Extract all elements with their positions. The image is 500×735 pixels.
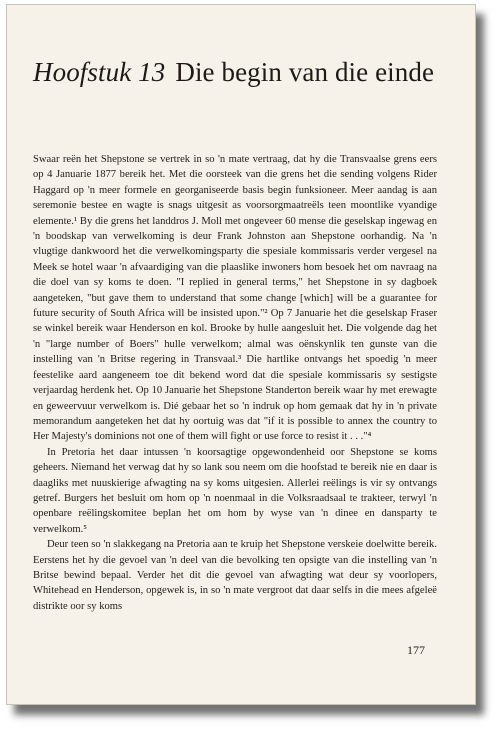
book-page bbox=[6, 4, 476, 705]
chapter-label: Hoofstuk 13 bbox=[33, 57, 166, 87]
page-number: 177 bbox=[407, 643, 425, 657]
paragraph: Deur teen so 'n slakkegang na Pretoria aan te kruip het Shepstone verskeie doelwitte bereik. Eerstens het hy die gevoel van 'n deel van die bevolking ten opsigte van die instelling van 'n Britse bewind bepaal. Verder het dit die gevoel van afwagting wat deur sy voorlopers, Whitehead en Henderson, opgewek is, in so 'n mate vergroot dat daar selfs in die mees afgeleë distrikte oor sy koms bbox=[33, 539, 437, 612]
chapter-heading bbox=[33, 57, 434, 88]
body-text bbox=[33, 152, 437, 614]
chapter-title: Die begin van die einde bbox=[175, 57, 435, 87]
paragraph: Swaar reën het Shepstone se vertrek in so 'n mate vertraag, dat hy die Transvaalse grens eers op 4 Januarie 1877 bereik het. Met die oorsteek van die grens het die sending volgens Rider Haggard op 'n meer formele en georganiseerde basis begin funksioneer. Meer aandag is aan seremonie bestee en wagte is snags uitgesit as voorsorgmaatreëls teen moontlike vyandige elemente.¹ By die grens het landdros J. Moll met ongeveer 60 mense die geselskap ingewag en 'n boodskap van verwelkoming is deur Frank Johnston aan Shepstone oorhandig. Na 'n vlugtige dankwoord het die verwelkomingsparty die spesiale kommissaris verder vergesel na Meek se hotel waar 'n afvaardiging van die plaaslike inwoners hom besoek het om navraag na die doel van sy koms te doen. "I replied in general terms," het Shepstone in sy dagboek aangeteken, "but gave them to understand that some change [which] will be a guarantee for future security of South Africa will be insisted upon."² Op 7 Januarie het die geselskap Fraser se winkel bereik waar Henderson en kol. Brooke by hulle aangesluit het. Die volgende dag het 'n "large number of Boers" hulle verwelkom; almal was oënskynlik ten gunste van die instelling van 'n Britse regering in Transvaal.³ Die hartlike ontvangs het spoedig 'n meer feestelike aard aangeneem toe dit bekend word dat die spesiale kommissaris sy sestigste verjaardag herdenk het. Op 10 Januarie het Shepstone Standerton bereik waar hy met erewagte en geweervuur verwelkom is. Dié gebaar het so 'n indruk op hom gemaak dat hy in 'n private memorandum aangeteken het dat hy oortuig was dat "if it is possible to annex the country to Her Majesty's dominions not one of them will fight or use force to resist it . . ."⁴ bbox=[33, 154, 437, 443]
paragraph: In Pretoria het daar intussen 'n koorsagtige opgewondenheid oor Shepstone se koms geheers. Niemand het verwag dat hy so lank sou neem om die hoofstad te bereik nie en daar is daagliks met nuuskierige afwagting na sy koms uitgesien. Allerlei reëlings is vir sy ontvangs getref. Burgers het besluit om hom op 'n noenmaal in die Volksraadsaal te trakteer, terwyl 'n openbare reëlingskomitee beplan het om hom by wyse van 'n dinee en dansparty te verwelkom.⁵ bbox=[33, 446, 437, 535]
